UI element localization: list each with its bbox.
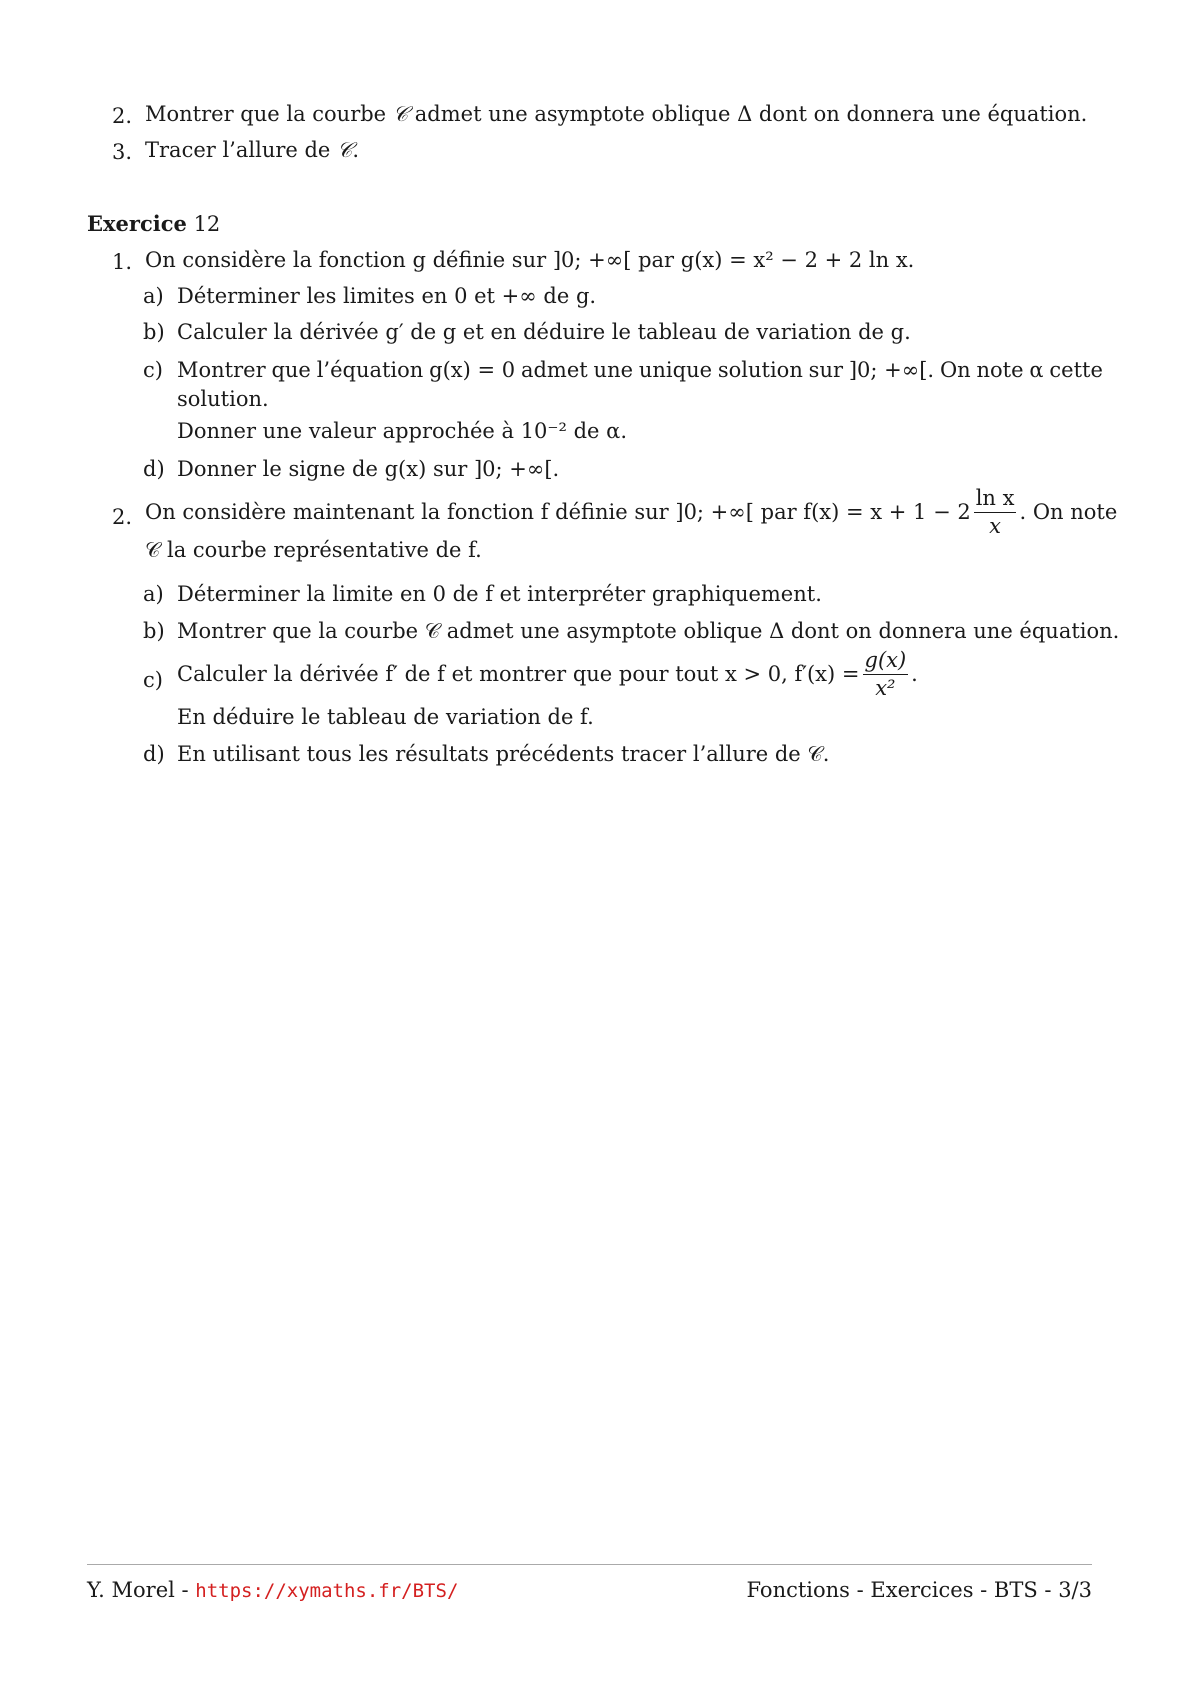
question-1b-text: Calculer la dérivée g′ de g et en déduire le tableau de variation de g. — [177, 320, 911, 344]
item-number: 2. — [111, 104, 132, 128]
sub-label: c) — [143, 668, 163, 692]
question-number: 1. — [111, 250, 132, 274]
question-2-line1: On considère maintenant la fonction f définie sur ]0; +∞[ par f(x) = x + 1 − 2 $\frac{\text{ln x}}{x}$ . On note — [145, 486, 1118, 538]
question-2c-line2: En déduire le tableau de variation de f. — [177, 705, 594, 729]
item-number: 3. — [111, 140, 132, 164]
exercise-heading: Exercice 12 — [87, 211, 221, 236]
footer-right: Fonctions - Exercices - BTS - 3/3 — [746, 1578, 1092, 1602]
question-2b-text: Montrer que la courbe 𝒞 admet une asymptote oblique Δ dont on donnera une équation. — [177, 619, 1120, 643]
question-2a-text: Déterminer la limite en 0 de f et interpréter graphiquement. — [177, 582, 822, 606]
fraction: $\frac{\text{ln x}}{x}$ — [975, 486, 1015, 538]
question-2d-text: En utilisant tous les résultats précédents tracer l’allure de 𝒞. — [177, 742, 830, 766]
sub-label: a) — [143, 284, 164, 308]
sub-label: b) — [143, 320, 165, 344]
sub-label: c) — [143, 358, 163, 382]
sub-label: a) — [143, 582, 164, 606]
question-1c-line3: Donner une valeur approchée à 10⁻² de α. — [177, 419, 627, 443]
question-number: 2. — [111, 505, 132, 529]
footer-rule — [87, 1564, 1092, 1565]
footer-left: Y. Morel - https://xymaths.fr/BTS/ — [87, 1578, 459, 1602]
question-1a-text: Déterminer les limites en 0 et +∞ de g. — [177, 284, 597, 308]
intro-item-2: Montrer que la courbe 𝒞 admet une asymptote oblique Δ dont on donnera une équation. — [145, 102, 1088, 126]
fraction: $\frac{g(x)}{\text{x²}}$ — [864, 648, 907, 700]
sub-label: d) — [143, 457, 165, 481]
question-1-text: On considère la fonction g définie sur ]0; +∞[ par g(x) = x² − 2 + 2 ln x. — [145, 248, 915, 272]
sub-label: d) — [143, 742, 165, 766]
question-1d-text: Donner le signe de g(x) sur ]0; +∞[. — [177, 457, 560, 481]
question-2c-line1: Calculer la dérivée f′ de f et montrer que pour tout x > 0, f′(x) = $\frac{g(x)}{\text{x²}}$ . — [177, 648, 918, 700]
footer-url-link[interactable]: https://xymaths.fr/BTS/ — [195, 1580, 459, 1602]
intro-item-3: Tracer l’allure de 𝒞. — [145, 138, 360, 162]
question-2-line2: 𝒞 la courbe représentative de f. — [145, 538, 482, 562]
question-1c-line2: solution. — [177, 387, 269, 411]
question-1c-line1: Montrer que l’équation g(x) = 0 admet une unique solution sur ]0; +∞[. On note α cette — [177, 358, 1103, 382]
sub-label: b) — [143, 619, 165, 643]
